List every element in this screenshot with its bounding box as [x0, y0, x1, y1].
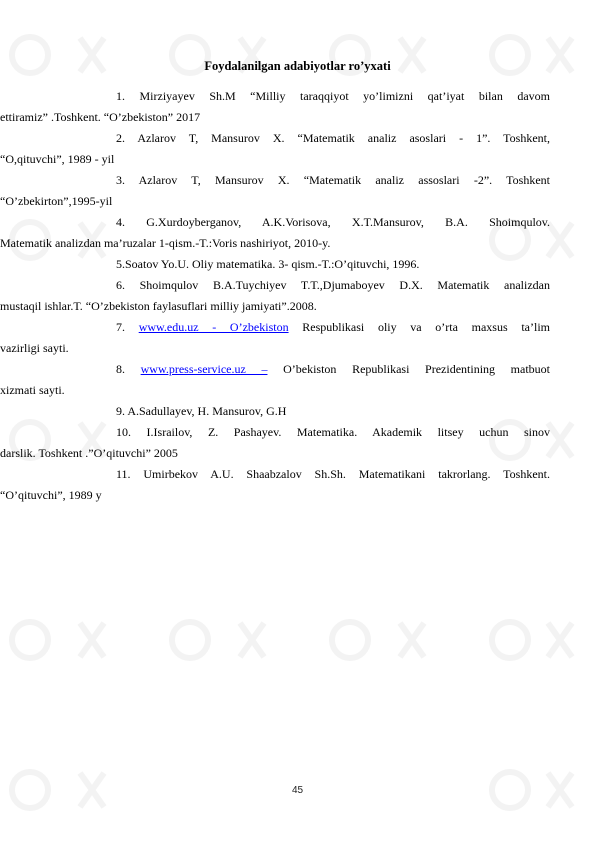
reference-continuation: darslik. Toshkent .”O’qituvchi” 2005	[0, 446, 178, 460]
reference-item-2	[0, 128, 550, 170]
reference-item-4	[0, 212, 550, 254]
edu-uz-link[interactable]: www.edu.uz - O’zbekiston	[138, 320, 289, 334]
reference-line: 6. Shoimqulov B.A.Tuychiyev T.T.,Djumaboyev D.X. Matematik analizdan	[116, 278, 550, 292]
reference-list	[0, 86, 550, 506]
reference-text: O’bekiston Republikasi Prezidentining matbuot	[267, 362, 550, 376]
page-number: 45	[291, 785, 304, 796]
page-title: Foydalanilgan adabiyotlar ro’yxati	[204, 59, 391, 73]
reference-text: Respublikasi oliy va o’rta maxsus ta’lim	[288, 320, 550, 334]
reference-continuation: xizmati sayti.	[0, 383, 65, 397]
press-service-link[interactable]: www.press-service.uz –	[140, 362, 268, 376]
reference-continuation: “O,qituvchi”, 1989 - yil	[0, 152, 115, 166]
watermark-mark	[332, 622, 424, 658]
reference-continuation: vazirligi sayti.	[0, 341, 69, 355]
reference-continuation: “O’zbekirton”,1995-yil	[0, 194, 113, 208]
reference-item-11	[0, 464, 550, 506]
watermark-mark	[12, 622, 104, 658]
reference-item-5	[116, 254, 550, 275]
reference-item-7	[0, 317, 550, 359]
reference-line	[116, 359, 550, 380]
reference-line: 11. Umirbekov A.U. Shaabzalov Sh.Sh. Matematikani takrorlang. Toshkent.	[116, 467, 550, 481]
watermark-mark	[172, 622, 264, 658]
reference-continuation: “O’qituvchi”, 1989 y	[0, 488, 102, 502]
reference-line: 1. Mirziyayev Sh.M “Milliy taraqqiyot yo’limizni qat’iyat bilan davom	[116, 89, 550, 103]
reference-item-8	[0, 359, 550, 401]
reference-line: 4. G.Xurdoyberganov, A.K.Vorisova, X.T.Mansurov, B.A. Shoimqulov.	[116, 215, 550, 229]
reference-continuation: Matematik analizdan ma’ruzalar 1-qism.-T.:Voris nashiriyot, 2010-y.	[0, 236, 331, 250]
reference-continuation: mustaqil ishlar.T. “O’zbekiston faylasuflari milliy jamiyati”.2008.	[0, 299, 317, 313]
reference-line	[116, 317, 550, 338]
reference-number: 8.	[116, 362, 141, 376]
reference-line: 2. Azlarov T, Mansurov X. “Matematik analiz asoslari - 1”. Toshkent,	[116, 131, 550, 145]
reference-line: 9. A.Sadullayev, H. Mansurov, G.H	[116, 404, 287, 418]
reference-continuation: ettiramiz” .Toshkent. “O’zbekiston” 2017	[0, 110, 201, 124]
reference-line: 3. Azlarov T, Mansurov X. “Matematik analiz assoslari -2”. Toshkent	[116, 173, 550, 187]
reference-line: 5.Soatov Yo.U. Oliy matematika. 3- qism.-T.:O’qituvchi, 1996.	[116, 257, 420, 271]
reference-item-9	[116, 401, 550, 422]
watermark-mark	[492, 622, 572, 658]
reference-item-3	[0, 170, 550, 212]
reference-line: 10. I.Israilov, Z. Pashayev. Matematika. Akademik litsey uchun sinov	[116, 425, 550, 439]
reference-number: 7.	[116, 320, 139, 334]
reference-item-6	[0, 275, 550, 317]
reference-item-1	[0, 86, 550, 128]
reference-item-10	[0, 422, 550, 464]
